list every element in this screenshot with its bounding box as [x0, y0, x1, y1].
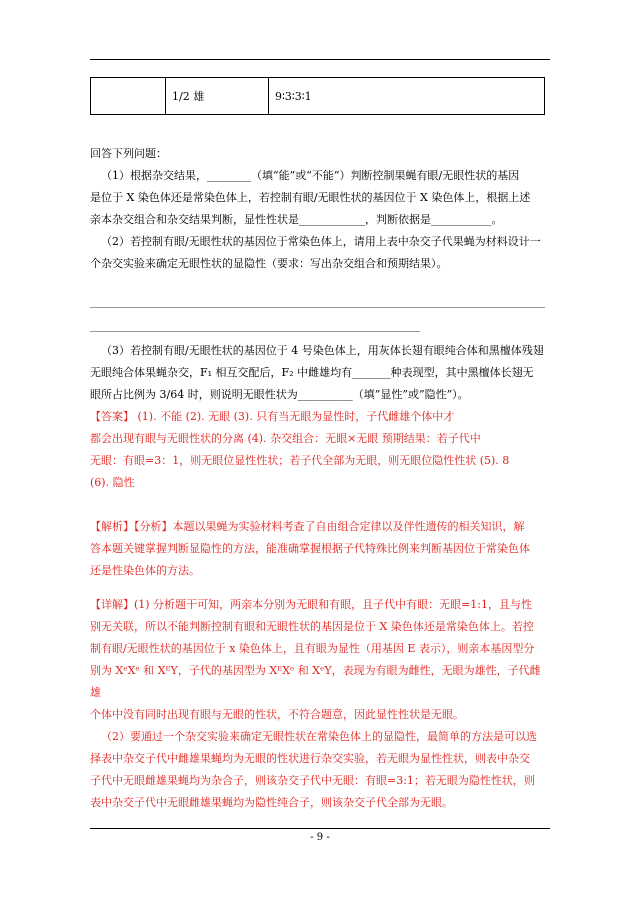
detail-line: 制有眼/无眼性状的基因位于 x 染色体上，且有眼为显性（用基因 E 表示），则亲本基因型分 [90, 642, 535, 655]
question-1 [90, 165, 550, 231]
result-table [90, 77, 545, 115]
analysis-block [90, 516, 550, 582]
q3-line: （3）若控制有眼/无眼性状的基因位于 4 号染色体上，用灰体长翅有眼纯合体和黑檀体残翅 [101, 344, 544, 357]
answer-line: (6). 隐性 [90, 476, 135, 489]
detail-line: （2）要通过一个杂交实验来确定无眼性状在常染色体上的显隐性，最简单的方法是可以选 [101, 730, 537, 743]
analysis-line: 【解析】【分析】本题以果蝇为实验材料考查了自由组合定律以及伴性遗传的相关知识，解 [90, 520, 525, 533]
question-intro: 回答下列问题： [90, 147, 167, 160]
detail-line: 别无关联，所以不能判断控制有眼和无眼性状的基因是位于 X 染色体还是常染色体上。若控 [90, 620, 534, 633]
q1-line: （1）根据杂交结果，________（填“能”或“不能”）判断控制果蝇有眼/无眼性状的基因 [101, 169, 520, 182]
detail-line: 个体中没有同时出现有眼与无眼的性状，不符合题意，因此显性性状是无眼。 [90, 708, 464, 721]
answer-line-2 [90, 331, 420, 332]
table-cell-sex: 1/2 雄 [166, 78, 269, 115]
answer-line: 无眼：有眼=3：1，则无眼位显性性状；若子代全部为无眼，则无眼位隐性性状 (5). 8 [90, 454, 510, 467]
answer-block [90, 406, 550, 494]
q2-line: 个杂交实验来确定无眼性状的显隐性（要求：写出杂交组合和预期结果）。 [90, 257, 448, 270]
question-2 [90, 231, 550, 275]
table-row [91, 78, 545, 115]
detail-line: 【详解】(1) 分析题干可知，两亲本分别为无眼和有眼，且子代中有眼：无眼=1:1，且与性 [90, 598, 532, 611]
q3-line: 眼所占比例为 3/64 时，则说明无眼性状为__________（填”显性”或”隐性”）。 [90, 388, 469, 401]
answer-line: 【答案】 (1). 不能 (2). 无眼 (3). 只有当无眼为显性时，子代雌雄个体中才 [90, 410, 455, 423]
detail-line: 择表中杂交子代中雌雄果蝇均为无眼的性状进行杂交实验，若无眼为显性性状，则表中杂交 [90, 752, 530, 765]
table-cell-ratio: 9∶3∶3∶1 [269, 78, 545, 115]
footer-rule [90, 828, 550, 829]
table-cell-empty [91, 78, 166, 115]
answer-line: 都会出现有眼与无眼性状的分离 (4). 杂交组合：无眼×无眼 预期结果：若子代中 [90, 432, 481, 445]
page-number: - 9 - [310, 832, 330, 843]
analysis-line: 答本题关键掌握判断显隐性的方法，能准确掌握根据子代特殊比例来判断基因位于常染色体 [90, 542, 530, 555]
q3-line: 无眼纯合体果蝇杂交，F₁ 相互交配后，F₂ 中雌雄均有_______种表现型，其中黑檀体长翅无 [90, 366, 534, 379]
detail-line: 别为 XᵉXᵉ 和 XᴱY，子代的基因型为 XᴱXᵉ 和 XᵉY，表现为有眼为雌性，无眼为雄性，子代雌雄 [90, 664, 541, 699]
detail-line: 子代中无眼雌雄果蝇均为杂合子，则该杂交子代中无眼：有眼=3:1；若无眼为隐性性状，则 [90, 774, 535, 787]
analysis-line: 还是性染色体的方法。 [90, 564, 200, 577]
question-3 [90, 340, 550, 406]
detail-block [90, 594, 550, 814]
detail-line: 表中杂交子代中无眼雌雄果蝇均为隐性纯合子，则该杂交子代全部为无眼。 [90, 796, 453, 809]
q2-line: （2）若控制有眼/无眼性状的基因位于常染色体上，请用上表中杂交子代果蝇为材料设计一 [101, 235, 541, 248]
q1-line: 亲本杂交组合和杂交结果判断，显性性状是____________，判断依据是___________。 [90, 213, 503, 226]
q1-line: 是位于 X 染色体还是常染色体上，若控制有眼/无眼性状的基因位于 X 染色体上，根据上述 [90, 191, 531, 204]
answer-line-1 [90, 307, 545, 308]
header-rule [90, 59, 550, 60]
